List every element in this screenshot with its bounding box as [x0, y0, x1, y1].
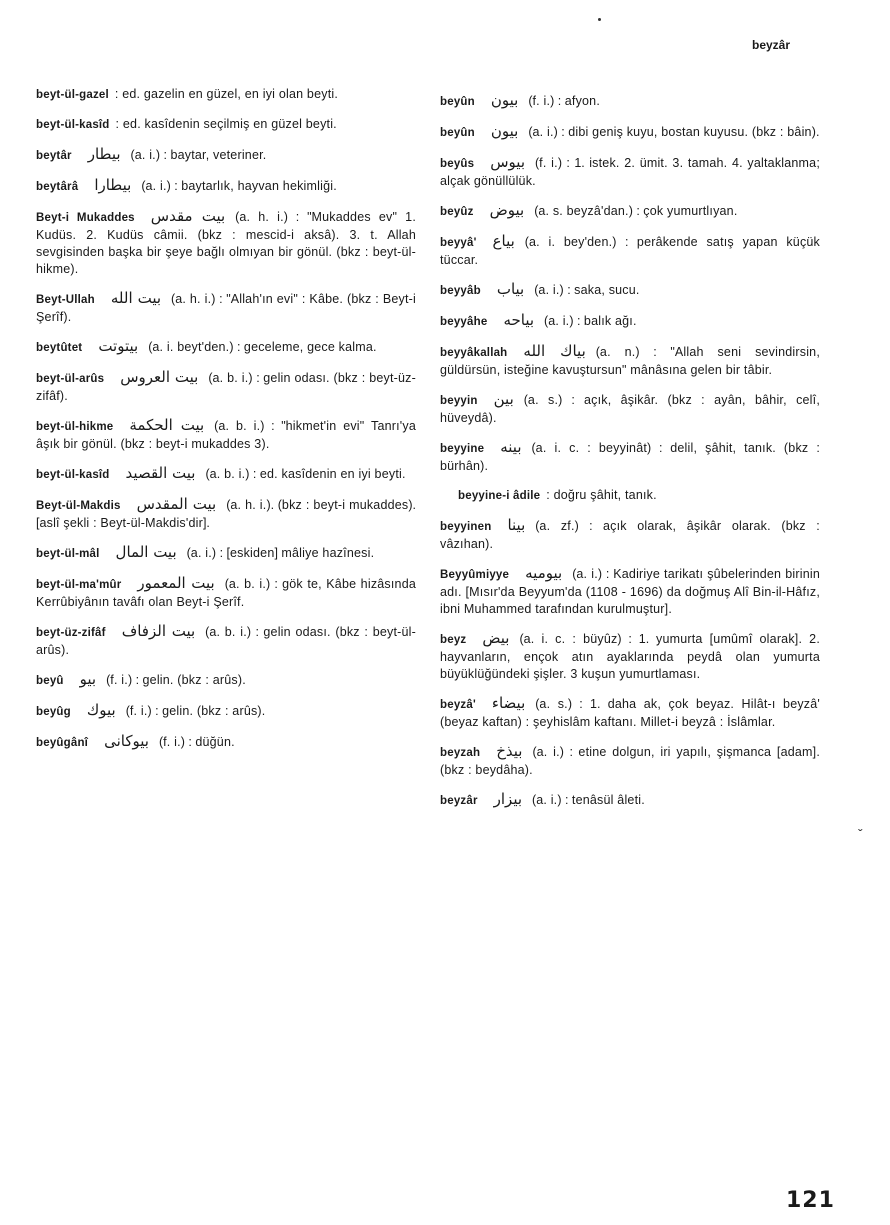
entry-definition: (a. i. c. : büyûz) : 1. yumurta [umûmî olarak]. 2. hayvanların, ençok atın ayaklarında peydâ olan yumurta büyüklüğündeki şişler. 3 kuşun yumurtlaması.	[440, 632, 820, 681]
entry-headword: beyûgânî	[36, 737, 89, 749]
dictionary-entry	[36, 116, 416, 134]
entry-arabic-script: بيزار	[493, 790, 523, 808]
guide-word: beyzâr	[752, 38, 791, 52]
entry-headword: beyt-üz-zifâf	[36, 627, 106, 639]
entry-arabic-script: بيت الزفاف	[121, 622, 196, 640]
entry-definition: (a. b. i.) : gelin odası. (bkz : beyt-üz-zifâf).	[36, 371, 416, 403]
entry-definition: (a. i.) : baytarlık, hayvan hekimliği.	[141, 179, 337, 193]
page-number: 121	[786, 1188, 835, 1213]
dictionary-entry	[36, 208, 416, 278]
entry-headword: beyt-ül-mâl	[36, 548, 100, 560]
dictionary-entry	[440, 92, 820, 111]
entry-arabic-script: بيت العروس	[120, 368, 199, 386]
entry-headword: beyyâb	[440, 285, 481, 297]
entry-headword: beyyâ'	[440, 237, 477, 249]
entry-headword: beyt-ül-ma'mûr	[36, 579, 122, 591]
entry-arabic-script: بينا	[507, 516, 526, 534]
entry-arabic-script: بيوميه	[525, 564, 563, 582]
dictionary-entry	[440, 743, 820, 779]
dictionary-entry	[36, 177, 416, 196]
page-dot-mark	[598, 18, 601, 21]
entry-headword: beyzâ'	[440, 699, 476, 711]
entry-definition: (a. i. c. : beyyinât) : delil, şâhit, tanık. (bkz : bürhân).	[440, 441, 820, 473]
entry-arabic-script: بيوك	[86, 701, 116, 719]
entry-arabic-script: بيتوتت	[98, 337, 139, 355]
entry-headword: beyûz	[440, 206, 474, 218]
entry-definition: (a. i.) : balık ağı.	[544, 314, 637, 328]
entry-arabic-script: بياحه	[503, 311, 535, 329]
entry-headword: beyt-ül-arûs	[36, 373, 105, 385]
entry-arabic-script: بين	[493, 390, 514, 408]
entry-definition: (a. i.) : Kadiriye tarikatı şûbelerinden birinin adı. [Mısır'da Beyyum'da (1108 - 1696) da doğmuş Alî Bin-il-Hâfız, ibni Muhammed tarafından kurulmuştur].	[440, 567, 820, 616]
dictionary-entry	[440, 439, 820, 475]
entry-definition: (a. s.) : açık, âşikâr. (bkz : ayân, bâhir, celî, hüveydâ).	[440, 393, 820, 425]
dictionary-entry	[36, 544, 416, 563]
entry-definition: (f. i.) : afyon.	[528, 94, 601, 108]
entry-definition: (a. zf.) : açık olarak, âşikâr olarak. (bkz : vâzıhan).	[440, 519, 820, 551]
entry-definition: (a. b. i.) : ed. kasîdenin en iyi beyti.	[205, 467, 406, 481]
entry-arabic-script: بيت القصيد	[125, 464, 196, 482]
entry-headword: beyû	[36, 675, 64, 687]
entry-arabic-script: بيذخ	[496, 742, 523, 760]
entry-arabic-script: بيت الله	[110, 289, 162, 307]
dictionary-entry	[440, 202, 820, 221]
entry-definition: : ed. gazelin en güzel, en iyi olan beyti.	[114, 87, 339, 101]
entry-arabic-script: بياع	[492, 232, 515, 250]
entry-arabic-script: بيت الحكمة	[129, 416, 205, 434]
dictionary-entry	[36, 575, 416, 611]
entry-arabic-script: بيت المقدس	[136, 495, 217, 513]
dictionary-entry	[36, 465, 416, 484]
dictionary-entry	[36, 623, 416, 659]
dictionary-entry	[440, 281, 820, 300]
dictionary-entry	[440, 312, 820, 331]
dictionary-entry	[36, 369, 416, 405]
entry-arabic-script: بيطارا	[94, 176, 132, 194]
entry-headword: Beyt-Ullah	[36, 294, 95, 306]
dictionary-entry	[440, 630, 820, 683]
dictionary-entry	[440, 791, 820, 810]
entry-definition: (a. h. i.). (bkz : beyt-i mukaddes). [aslî şekli : Beyt-ül-Makdis'dir].	[36, 498, 416, 530]
entry-arabic-script: بيو	[79, 670, 97, 688]
entry-definition: (a. n.) : "Allah seni sevindirsin, güldürsün, isteğine kavuştursun" mânâsına gelen bir tâbir.	[440, 345, 820, 377]
entry-headword: beyûg	[36, 706, 71, 718]
dictionary-entry	[36, 146, 416, 165]
entry-headword: beyûs	[440, 158, 475, 170]
entry-headword: beyz	[440, 634, 467, 646]
entry-definition: (a. h. i.) : "Allah'ın evi" : Kâbe. (bkz : Beyt-i Şerîf).	[36, 292, 416, 324]
dictionary-entry	[440, 695, 820, 731]
entry-definition: (f. i.) : düğün.	[158, 735, 235, 749]
entry-definition: (a. i.) : baytar, veteriner.	[130, 148, 267, 162]
entry-arabic-script: بيوكانى	[104, 732, 149, 750]
dictionary-entry	[36, 338, 416, 357]
entry-arabic-script: بيون	[490, 122, 519, 140]
entry-definition: : doğru şâhit, tanık.	[546, 488, 657, 502]
dictionary-entry	[440, 487, 820, 505]
entry-arabic-script: بيوض	[489, 201, 525, 219]
entry-arabic-script: بيوس	[490, 153, 526, 171]
entry-definition: : ed. kasîdenin seçilmiş en güzel beyti.	[115, 117, 337, 131]
entry-definition: (f. i.) : gelin. (bkz : arûs).	[125, 704, 266, 718]
entry-headword: beyyâhe	[440, 316, 488, 328]
entry-headword: beyyine	[440, 443, 485, 455]
entry-arabic-script: بيطار	[87, 145, 121, 163]
dictionary-entry	[440, 154, 820, 190]
entry-arabic-script: بيت مقدس	[150, 207, 226, 225]
dictionary-entry	[36, 702, 416, 721]
entry-arabic-script: بيون	[490, 91, 519, 109]
entry-headword: beyzah	[440, 747, 481, 759]
entry-definition: (a. i.) : saka, sucu.	[534, 283, 640, 297]
entry-headword: beyzâr	[440, 795, 478, 807]
dictionary-entry	[36, 733, 416, 752]
entry-arabic-script: بيضاء	[491, 694, 526, 712]
entry-arabic-script: بيت المال	[115, 543, 177, 561]
entry-definition: (a. i.) : dibi geniş kuyu, bostan kuyusu. (bkz : bâin).	[528, 125, 820, 139]
entry-definition: (a. i. bey'den.) : perâkende satış yapan küçük tüccar.	[440, 235, 820, 267]
dictionary-entry	[36, 86, 416, 104]
entry-arabic-script: بياك الله	[523, 342, 586, 360]
entry-headword: beyûn	[440, 96, 475, 108]
entry-headword: beyt-ül-hikme	[36, 421, 114, 433]
dictionary-entry	[440, 391, 820, 427]
entry-headword: beytârâ	[36, 181, 79, 193]
entry-arabic-script: بينه	[500, 438, 522, 456]
entry-headword: beyyinen	[440, 521, 492, 533]
dictionary-entry	[440, 517, 820, 553]
entry-headword: Beyyûmiyye	[440, 569, 510, 581]
entry-definition: (a. b. i.) : "hikmet'in evi" Tanrı'ya âşık bir gönül. (bkz : beyt-i mukaddes 3).	[36, 419, 416, 451]
dictionary-entry	[36, 671, 416, 690]
entry-arabic-script: بياب	[496, 280, 525, 298]
entry-definition: (a. i.) : [eskiden] mâliye hazînesi.	[186, 546, 375, 560]
margin-mark: ˇ	[858, 826, 863, 842]
entry-headword: beyyin	[440, 395, 478, 407]
entry-definition: (f. i.) : gelin. (bkz : arûs).	[106, 673, 246, 687]
entry-definition: (a. b. i.) : gök te, Kâbe hizâsında Kerrûbiyânın tavâfı olan Beyt-i Şerîf.	[36, 577, 416, 609]
entry-arabic-script: بيض	[482, 629, 510, 647]
entry-headword: beyyâkallah	[440, 347, 508, 359]
entry-definition: (a. i.) : etine dolgun, iri yapılı, şişmanca [adam]. (bkz : beydâha).	[440, 745, 820, 777]
dictionary-entry	[440, 565, 820, 618]
entry-headword: Beyt-ül-Makdis	[36, 500, 121, 512]
entry-definition: (a. i.) : tenâsül âleti.	[532, 793, 645, 807]
dictionary-entry	[440, 123, 820, 142]
entry-headword: beyyine-i âdile	[458, 490, 541, 502]
entry-headword: beyûn	[440, 127, 475, 139]
right-column	[440, 92, 820, 822]
left-column	[36, 86, 416, 764]
dictionary-entry	[440, 343, 820, 379]
entry-definition: (a. s.) : 1. daha ak, çok beyaz. Hilât-ı beyzâ' (beyaz kaftan) : şeyhislâm kaftanı. Millet-i beyzâ : İslâmlar.	[440, 697, 820, 729]
entry-headword: beyt-ül-gazel	[36, 89, 109, 101]
dictionary-entry	[440, 233, 820, 269]
entry-definition: (a. b. i.) : gelin odası. (bkz : beyt-ül-arûs).	[36, 625, 416, 657]
entry-headword: beyt-ül-kasîd	[36, 119, 110, 131]
dictionary-entry	[36, 417, 416, 453]
entry-arabic-script: بيت المعمور	[137, 574, 215, 592]
entry-definition: (a. h. i.) : "Mukaddes ev" 1. Kudüs. 2. Kudüs câmii. (bkz : mescid-i aksâ). 3. t. Allah sevgisinden başka bir şeye bağlı olmıyan bir gönül. (bkz : beyt-ül-hikme).	[36, 210, 416, 276]
dictionary-entry	[36, 290, 416, 326]
entry-definition: (a. i. beyt'den.) : geceleme, gece kalma.	[148, 340, 377, 354]
entry-headword: beyt-ül-kasîd	[36, 469, 110, 481]
entry-definition: (f. i.) : 1. istek. 2. ümit. 3. tamah. 4. yaltaklanma; alçak gönüllülük.	[440, 156, 820, 188]
entry-headword: Beyt-i Mukaddes	[36, 212, 135, 224]
entry-headword: beytâr	[36, 150, 72, 162]
entry-definition: (a. s. beyzâ'dan.) : çok yumurtlıyan.	[534, 204, 738, 218]
entry-headword: beytûtet	[36, 342, 83, 354]
dictionary-entry	[36, 496, 416, 532]
